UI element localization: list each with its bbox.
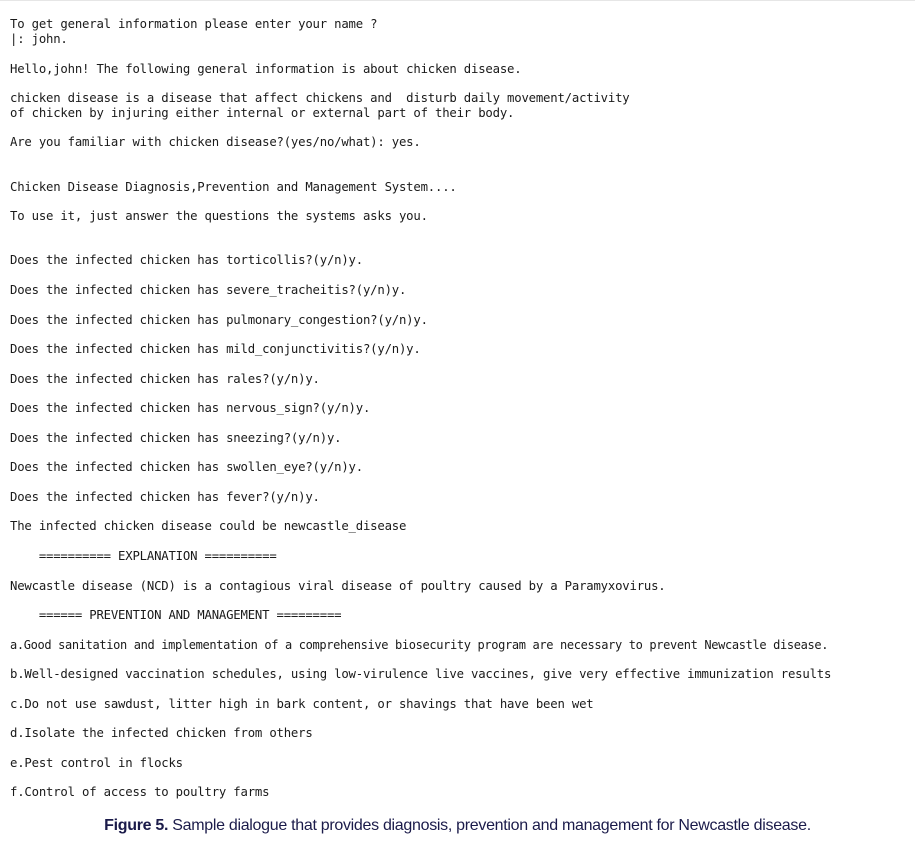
console-line: e.Pest control in flocks bbox=[10, 756, 183, 770]
console-line: |: john. bbox=[10, 32, 68, 46]
console-line: Newcastle disease (NCD) is a contagious viral disease of poultry caused by a Paramyxovirus. bbox=[10, 579, 666, 593]
figure-caption bbox=[0, 817, 915, 835]
console-line: a.Good sanitation and implementation of a comprehensive biosecurity program are necessary to prevent Newcastle disease. bbox=[10, 638, 829, 652]
console-line: Does the infected chicken has rales?(y/n)y. bbox=[10, 372, 320, 386]
console-line: The infected chicken disease could be newcastle_disease bbox=[10, 519, 407, 533]
console-line: ====== PREVENTION AND MANAGEMENT ========= bbox=[10, 608, 342, 622]
console-line: Does the infected chicken has swollen_eye?(y/n)y. bbox=[10, 460, 363, 474]
console-line: Does the infected chicken has pulmonary_congestion?(y/n)y. bbox=[10, 313, 428, 327]
figure-caption-text: Sample dialogue that provides diagnosis, prevention and management for Newcastle disease. bbox=[168, 817, 811, 834]
console-line: b.Well-designed vaccination schedules, using low-virulence live vaccines, give very effective immunization results bbox=[10, 667, 832, 681]
console-line: Does the infected chicken has sneezing?(y/n)y. bbox=[10, 431, 342, 445]
console-line: of chicken by injuring either internal or external part of their body. bbox=[10, 106, 515, 120]
console-line: chicken disease is a disease that affect chickens and disturb daily movement/activity bbox=[10, 91, 630, 105]
console-line: d.Isolate the infected chicken from others bbox=[10, 726, 313, 740]
console-line: Does the infected chicken has mild_conjunctivitis?(y/n)y. bbox=[10, 342, 421, 356]
console-line: To use it, just answer the questions the systems asks you. bbox=[10, 209, 428, 223]
figure-label: Figure 5. bbox=[104, 817, 169, 834]
console-line: f.Control of access to poultry farms bbox=[10, 785, 270, 799]
console-line: Chicken Disease Diagnosis,Prevention and Management System.... bbox=[10, 180, 457, 194]
console-line: Hello,john! The following general information is about chicken disease. bbox=[10, 62, 522, 76]
console-line: ========== EXPLANATION ========== bbox=[10, 549, 277, 563]
console-line: Does the infected chicken has nervous_sign?(y/n)y. bbox=[10, 401, 371, 415]
console-line: Are you familiar with chicken disease?(yes/no/what): yes. bbox=[10, 135, 421, 149]
console-line: Does the infected chicken has fever?(y/n)y. bbox=[10, 490, 320, 504]
console-line: To get general information please enter your name ? bbox=[10, 17, 378, 31]
console-line: Does the infected chicken has torticollis?(y/n)y. bbox=[10, 253, 363, 267]
console-line: Does the infected chicken has severe_tracheitis?(y/n)y. bbox=[10, 283, 407, 297]
console-line: c.Do not use sawdust, litter high in bark content, or shavings that have been wet bbox=[10, 697, 594, 711]
